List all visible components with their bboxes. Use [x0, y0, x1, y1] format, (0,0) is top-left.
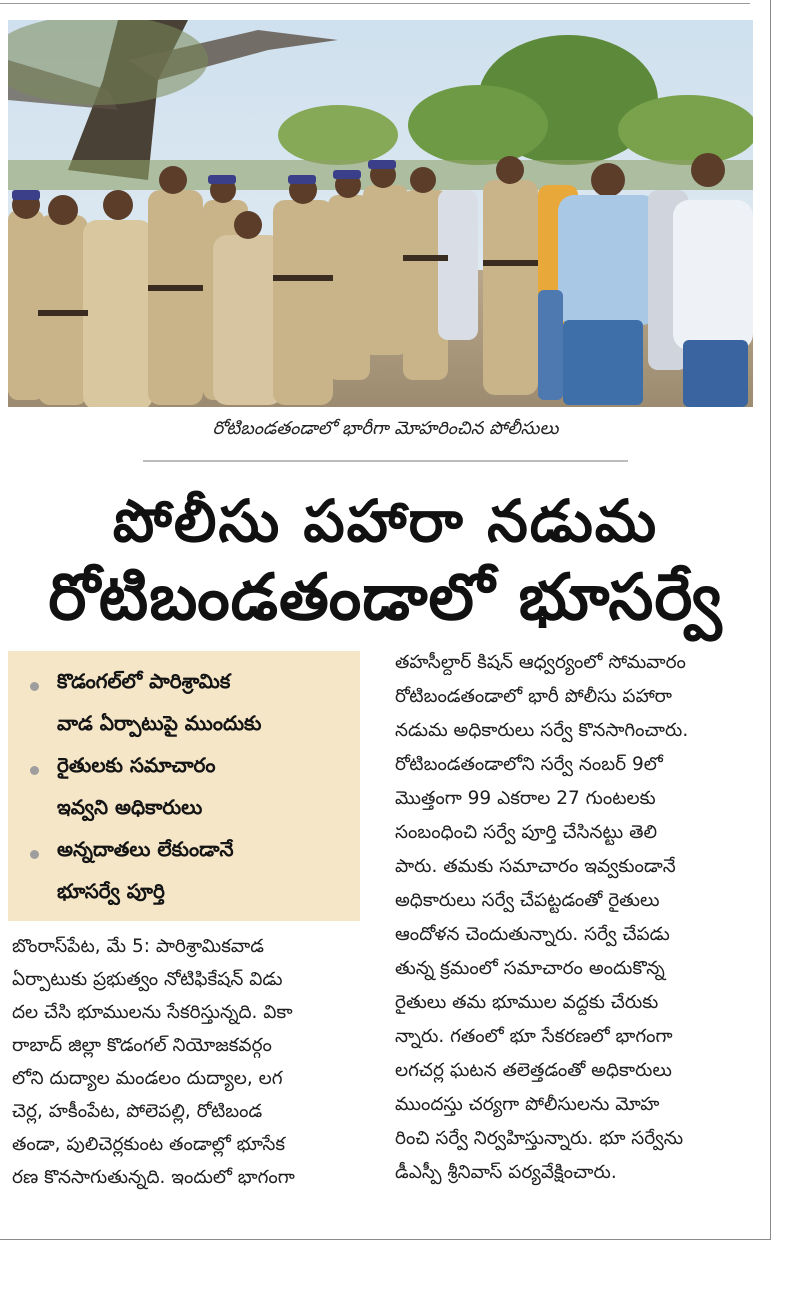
body-line: రోటిబండతండాలోని సర్వే నంబర్ 9లో: [395, 754, 663, 775]
bullet-icon: [30, 766, 39, 775]
body-line: పారు. తమకు సమాచారం ఇవ్వకుండానే: [395, 856, 676, 877]
bullet-icon: [30, 850, 39, 859]
body-line: తున్న క్రమంలో సమాచారం అందుకొన్న: [395, 958, 665, 979]
body-line: ముందస్తు చర్యగా పోలీసులను మోహ: [395, 1094, 660, 1115]
body-line: అధికారులు సర్వే చేపట్టడంతో రైతులు: [395, 890, 660, 911]
body-line: తండా, పులిచెర్లకుంట తండాల్లో భూసేక: [12, 1134, 286, 1155]
body-line: మొత్తంగా 99 ఎకరాల 27 గుంటలకు: [395, 788, 656, 809]
news-photo-image: [8, 20, 753, 407]
caption-divider: [143, 460, 628, 462]
body-line: నడుమ అధికారులు సర్వే కొనసాగించారు.: [395, 720, 689, 741]
body-line: చెర్ల, హకీంపేట, పోలెపల్లి, రోటిబండ: [12, 1101, 263, 1122]
body-line: లగచర్ల ఘటన తలెత్తడంతో అధికారులు: [395, 1060, 672, 1081]
highlight-line: వాడ ఏర్పాటుపై ముందుకు: [57, 711, 262, 735]
body-line: రైతులు తమ భూముల వద్దకు చేరుకు: [395, 992, 659, 1013]
news-photo: [8, 20, 753, 407]
photo-caption: రోటిబండతండాలో భారీగా మోహరించిన పోలీసులు: [212, 418, 559, 439]
body-line: డీఎస్పీ శ్రీనివాస్ పర్యవేక్షించారు.: [395, 1162, 617, 1183]
highlight-line: కొడంగల్‌లో పారిశ్రామిక: [57, 669, 231, 693]
body-line: లోని దుద్యాల మండలం దుద్యాల, లగ: [12, 1068, 283, 1089]
highlight-line: ఇవ్వని అధికారులు: [57, 795, 203, 819]
body-line: బొంరాస్‌పేట, మే 5: పారిశ్రామికవాడ: [12, 936, 264, 957]
body-line: సంబంధించి సర్వే పూర్తి చేసినట్టు తెలి: [395, 822, 658, 843]
body-line: దల చేసి భూములను సేకరిస్తున్నది. వికా: [12, 1002, 293, 1023]
left-column: [12, 936, 364, 1206]
body-line: రాబాద్ జిల్లా కొడంగల్ నియోజకవర్గం: [12, 1035, 272, 1056]
body-line: రణ కొనసాగుతున్నది. ఇందులో భాగంగా: [12, 1167, 295, 1188]
body-line: న్నారు. గతంలో భూ సేకరణలో భాగంగా: [395, 1026, 673, 1047]
highlight-line: అన్నదాతలు లేకుండానే: [57, 837, 234, 861]
body-line: తహసీల్దార్ కిషన్ ఆధ్వర్యంలో సోమవారం: [395, 652, 686, 673]
top-divider: [0, 3, 750, 4]
headline-line-2: రోటిబండతండాలో భూసర్వే: [48, 560, 723, 635]
body-line: రోటిబండతండాలో భారీ పోలీసు పహారా: [395, 686, 673, 707]
highlights-box: [8, 651, 360, 921]
body-line: ఆందోళన చెందుతున్నారు. సర్వే చేపడు: [395, 924, 670, 945]
headline-line-1: పోలీసు పహారా నడుమ: [112, 487, 659, 555]
right-column: [395, 652, 760, 1212]
body-line: ఏర్పాటుకు ప్రభుత్వం నోటిఫికేషన్ విడు: [12, 969, 283, 990]
highlight-line: రైతులకు సమాచారం: [57, 753, 216, 777]
highlight-line: భూసర్వే పూర్తి: [57, 879, 165, 903]
bullet-icon: [30, 682, 39, 691]
body-line: రించి సర్వే నిర్వహిస్తున్నారు. భూ సర్వేను: [395, 1128, 684, 1149]
